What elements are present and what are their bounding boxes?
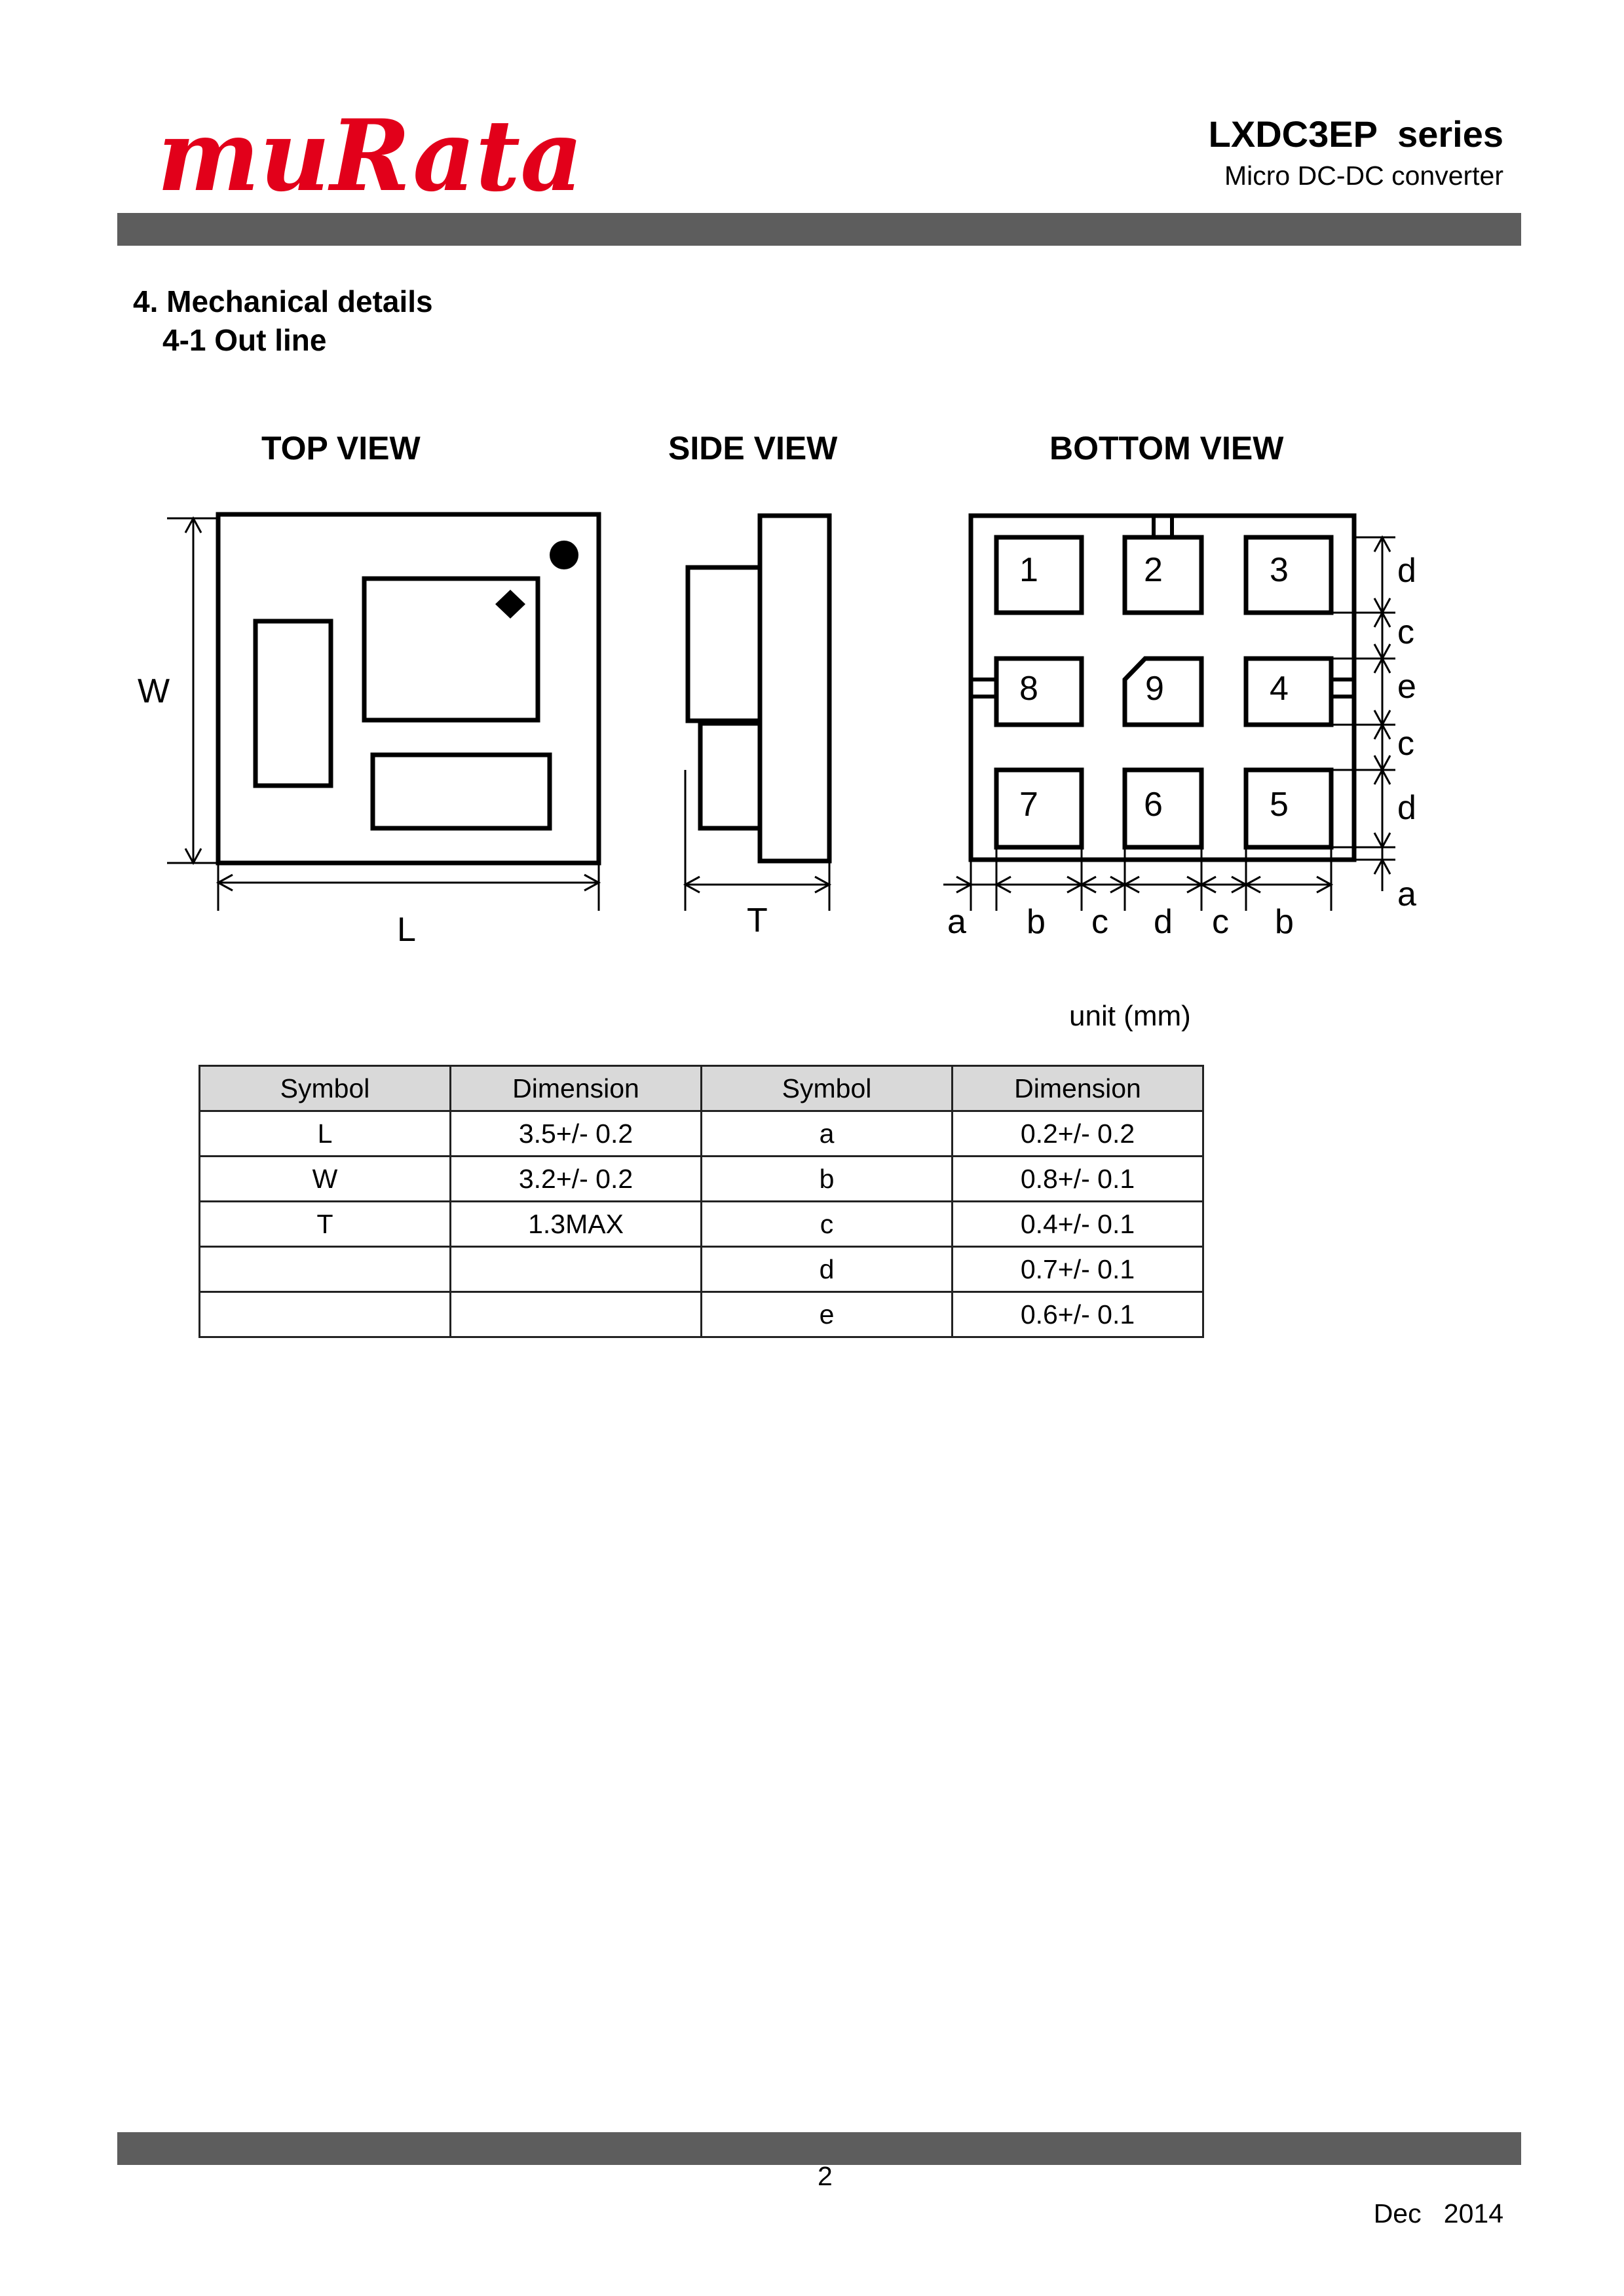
table-row xyxy=(200,1111,1203,1157)
side-view-title: SIDE VIEW xyxy=(668,430,838,467)
pad-4 xyxy=(1246,659,1331,725)
pin-label-8: 8 xyxy=(1019,670,1038,708)
label-v-d2: d xyxy=(1397,789,1416,827)
table-cell: 3.5+/- 0.2 xyxy=(451,1111,702,1157)
bottom-horizontal-dimensions xyxy=(943,847,1331,911)
table-row xyxy=(200,1247,1203,1292)
table-cell: 1.3MAX xyxy=(451,1202,702,1247)
label-l: L xyxy=(397,911,416,949)
top-view-component-bottom xyxy=(373,755,550,828)
pad-5 xyxy=(1246,770,1331,847)
label-h-b1: b xyxy=(1027,903,1046,941)
page-number: 2 xyxy=(818,2161,833,2191)
label-h-c2: c xyxy=(1212,903,1229,941)
logo-text: muRata xyxy=(157,98,583,210)
side-view-drawing xyxy=(685,516,829,911)
pin-label-5: 5 xyxy=(1270,786,1289,824)
footer-date: Dec 2014 xyxy=(1373,2198,1503,2229)
table-cell: a xyxy=(702,1111,953,1157)
pad-7 xyxy=(996,770,1082,847)
table-row xyxy=(200,1202,1203,1247)
side-view-body xyxy=(760,516,829,861)
header-dimension-2: Dimension xyxy=(953,1066,1203,1111)
pad-3 xyxy=(1246,537,1331,613)
table-cell: 0.6+/- 0.1 xyxy=(953,1292,1203,1337)
label-h-d: d xyxy=(1154,903,1173,941)
pin-label-6: 6 xyxy=(1144,786,1163,824)
table-cell: 3.2+/- 0.2 xyxy=(451,1157,702,1202)
l-dimension xyxy=(218,863,599,911)
side-view-part-upper xyxy=(688,567,760,721)
table-cell xyxy=(451,1292,702,1337)
table-cell xyxy=(451,1247,702,1292)
pin-label-4: 4 xyxy=(1270,670,1289,708)
unit-label: unit (mm) xyxy=(1069,1000,1191,1032)
label-v-c1: c xyxy=(1397,613,1414,651)
bottom-view-drawing xyxy=(943,516,1395,911)
pad-1 xyxy=(996,537,1082,613)
table-header-row xyxy=(200,1066,1203,1111)
label-v-a: a xyxy=(1397,875,1416,913)
label-v-d1: d xyxy=(1397,552,1416,590)
series-subtitle: Micro DC-DC converter xyxy=(1224,161,1503,191)
label-h-b2: b xyxy=(1275,903,1294,941)
pad-8-tab xyxy=(971,679,996,697)
table-cell: d xyxy=(702,1247,953,1292)
dimension-table xyxy=(198,1065,1204,1338)
label-h-c1: c xyxy=(1091,903,1108,941)
table-row xyxy=(200,1157,1203,1202)
table-cell: e xyxy=(702,1292,953,1337)
table-cell: 0.7+/- 0.1 xyxy=(953,1247,1203,1292)
header-dimension-1: Dimension xyxy=(451,1066,702,1111)
header-symbol-1: Symbol xyxy=(200,1066,451,1111)
label-w: W xyxy=(138,672,170,710)
pin-label-9: 9 xyxy=(1145,670,1164,708)
header-symbol-2: Symbol xyxy=(702,1066,953,1111)
label-v-c2: c xyxy=(1397,725,1414,763)
section-title: 4. Mechanical details xyxy=(133,284,433,318)
table-cell: 0.2+/- 0.2 xyxy=(953,1111,1203,1157)
table-cell: L xyxy=(200,1111,451,1157)
w-dimension xyxy=(167,518,218,863)
pin-label-7: 7 xyxy=(1019,786,1038,824)
pin-label-3: 3 xyxy=(1270,551,1289,589)
top-view-component-left xyxy=(255,621,331,786)
pad-2-tab xyxy=(1154,516,1172,537)
footer-rule-bar xyxy=(117,2132,1521,2165)
pin1-marker-dot xyxy=(550,541,578,569)
pad-8 xyxy=(996,659,1082,725)
orientation-diamond-icon xyxy=(495,590,525,619)
table-cell: c xyxy=(702,1202,953,1247)
table-cell xyxy=(200,1247,451,1292)
table-cell: 0.4+/- 0.1 xyxy=(953,1202,1203,1247)
pin-label-1: 1 xyxy=(1019,551,1038,589)
pad-6 xyxy=(1125,770,1201,847)
bottom-vertical-dimensions xyxy=(1331,537,1395,891)
t-dimension xyxy=(685,770,829,911)
pad-2 xyxy=(1125,537,1201,613)
top-view-outline xyxy=(218,514,599,863)
series-title: LXDC3EP series xyxy=(1208,113,1503,155)
table-cell: T xyxy=(200,1202,451,1247)
label-h-a: a xyxy=(947,903,966,941)
table-cell: W xyxy=(200,1157,451,1202)
top-view-drawing xyxy=(167,514,599,911)
table-cell xyxy=(200,1292,451,1337)
bottom-view-title: BOTTOM VIEW xyxy=(1049,430,1284,467)
table-row xyxy=(200,1292,1203,1337)
top-view-title: TOP VIEW xyxy=(261,430,421,467)
table-cell: 0.8+/- 0.1 xyxy=(953,1157,1203,1202)
pad-4-tab xyxy=(1331,679,1354,697)
table-cell: b xyxy=(702,1157,953,1202)
side-view-part-lower xyxy=(700,723,760,828)
label-v-e: e xyxy=(1397,668,1416,706)
pin-label-2: 2 xyxy=(1144,551,1163,589)
label-t: T xyxy=(747,902,768,940)
subsection-title: 4-1 Out line xyxy=(162,323,327,357)
